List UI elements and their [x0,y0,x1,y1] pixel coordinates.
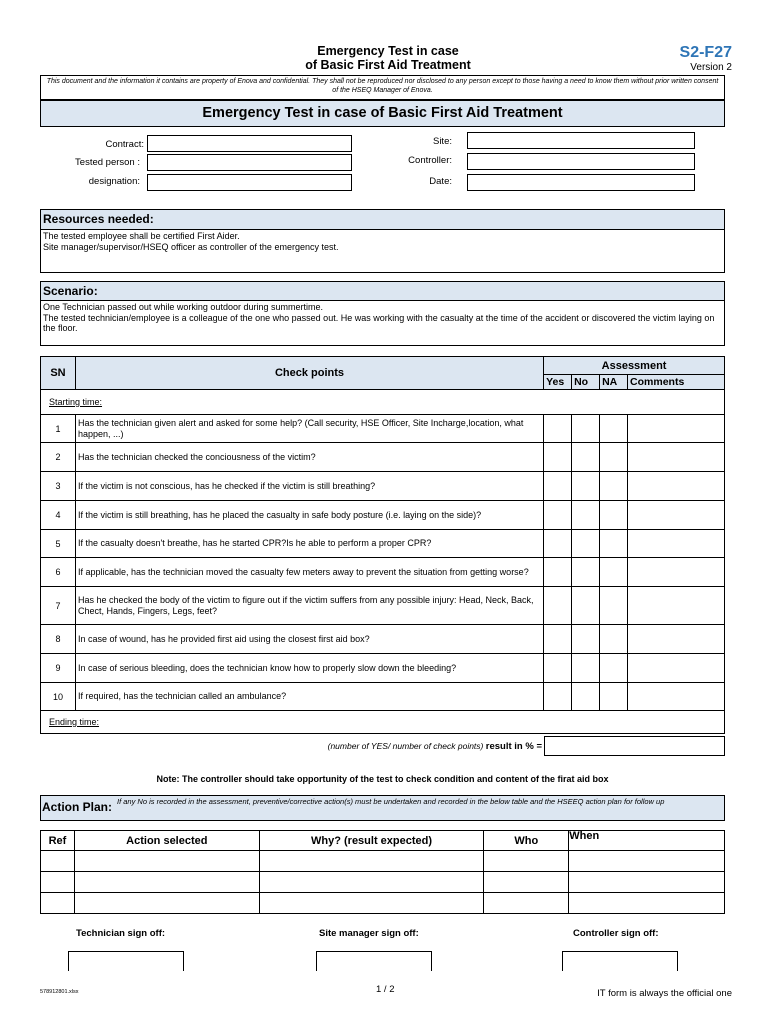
controller-field[interactable] [467,153,695,170]
checklist-row [41,654,725,683]
assessment-no-cell[interactable] [572,558,600,587]
assessment-yes-cell[interactable] [544,587,572,625]
confidentiality-notice: This document and the information it contains are property of Enova and confidential. They shall not be reproduced nor disclosed to any person except to those having a need to know them without prior written consent of the HSEQ Manager of Enova. [40,75,725,100]
assessment-no-cell[interactable] [572,501,600,530]
action-cell[interactable] [259,893,484,914]
assessment-comments-cell[interactable] [628,683,725,711]
technician-signoff-label: Technician sign off: [76,928,166,939]
assessment-na-cell[interactable] [600,558,628,587]
assessment-na-cell[interactable] [600,683,628,711]
col-sn-header: SN [41,357,76,390]
action-cell[interactable] [484,893,569,914]
checklist-row [41,530,725,558]
assessment-comments-cell[interactable] [628,625,725,654]
contract-label: Contract: [105,139,144,150]
assessment-na-cell[interactable] [600,625,628,654]
assessment-no-cell[interactable] [572,530,600,558]
result-label: result in % = [485,741,542,752]
designation-field[interactable] [147,174,352,191]
col-check-header: Check points [75,357,543,390]
action-cell[interactable] [569,851,725,872]
checklist-sn: 8 [41,625,76,654]
checklist-sn: 5 [41,530,76,558]
scenario-body [40,300,725,346]
document-version: Version 2 [690,62,732,73]
assessment-yes-cell[interactable] [544,625,572,654]
checklist-row [41,558,725,587]
checklist-row [41,472,725,501]
assessment-comments-cell[interactable] [628,472,725,501]
date-field[interactable] [467,174,695,191]
action-cell[interactable] [74,872,259,893]
site-manager-signoff-box[interactable] [316,951,432,971]
checklist-row [41,443,725,472]
date-label: Date: [429,176,452,187]
result-formula: (number of YES/ number of check points) [327,741,484,751]
checklist-question: If the casualty doesn't breathe, has he started CPR?Is he able to perform a proper CPR? [75,530,543,558]
action-plan-bar [40,795,725,821]
document-title [250,44,526,72]
assessment-na-cell[interactable] [600,443,628,472]
assessment-no-cell[interactable] [572,625,600,654]
checklist-question: Has he checked the body of the victim to figure out if the victim suffers from any possible injury: Head, Neck, Back, Chect, Hands, Fingers, Legs, feet? [75,587,543,625]
result-line [40,736,544,757]
checklist-question: If the victim is not conscious, has he checked if the victim is still breathing? [75,472,543,501]
scenario-heading: Scenario: [40,281,725,302]
checklist-sn: 2 [41,443,76,472]
checklist-question: If the victim is still breathing, has he placed the casualty in safe body posture (i.e. laying on the side)? [75,501,543,530]
action-cell[interactable] [74,893,259,914]
assessment-na-cell[interactable] [600,587,628,625]
assessment-no-cell[interactable] [572,654,600,683]
checklist-question: In case of wound, has he provided first aid using the closest first aid box? [75,625,543,654]
document-title-line2: of Basic First Aid Treatment [305,58,471,72]
action-cell[interactable] [74,851,259,872]
action-cell[interactable] [484,872,569,893]
assessment-comments-cell[interactable] [628,501,725,530]
checklist-sn: 9 [41,654,76,683]
scenario-line: One Technician passed out while working outdoor during summertime. [43,302,323,312]
checklist-sn: 3 [41,472,76,501]
assessment-comments-cell[interactable] [628,443,725,472]
action-plan-label: Action Plan: [42,800,113,814]
assessment-no-cell[interactable] [572,415,600,443]
assessment-yes-cell[interactable] [544,654,572,683]
assessment-yes-cell[interactable] [544,472,572,501]
footer-filename: 578912801.xlsx [40,989,79,995]
footer-page-number: 1 / 2 [376,984,395,995]
checklist-sn: 1 [41,415,76,443]
action-cell[interactable] [484,851,569,872]
assessment-na-cell[interactable] [600,654,628,683]
controller-signoff-box[interactable] [562,951,678,971]
action-row [41,872,725,893]
controller-label: Controller: [408,155,452,166]
assessment-comments-cell[interactable] [628,654,725,683]
checklist-row [41,625,725,654]
checklist-row [41,683,725,711]
starting-time-label: Starting time: [49,397,103,407]
resources-body [40,229,725,273]
document-title-line1: Emergency Test in case [317,44,459,58]
site-manager-signoff-label: Site manager sign off: [319,928,419,939]
document-code: S2-F27 [679,44,732,61]
col-na-header: NA [600,375,628,390]
col-ref-header: Ref [41,831,75,851]
action-row [41,851,725,872]
action-cell[interactable] [569,872,725,893]
result-field[interactable] [544,736,725,756]
checklist-question: If applicable, has the technician moved the casualty few meters away to prevent the situation from getting worse? [75,558,543,587]
checklist-question: If required, has the technician called an ambulance? [75,683,543,711]
assessment-yes-cell[interactable] [544,558,572,587]
checklist-question: Has the technician given alert and asked for some help? (Call security, HSE Officer, Site Incharge,location, what happen, ...) [75,415,543,443]
checklist-row [41,501,725,530]
checklist-sn: 6 [41,558,76,587]
col-when-header: When [569,831,725,851]
action-cell[interactable] [41,872,75,893]
contract-field[interactable] [147,135,352,152]
action-cell[interactable] [41,893,75,914]
assessment-yes-cell[interactable] [544,530,572,558]
footer-note: IT form is always the official one [597,988,732,999]
assessment-comments-cell[interactable] [628,558,725,587]
tested-person-field[interactable] [147,154,352,171]
assessment-no-cell[interactable] [572,443,600,472]
action-cell[interactable] [569,893,725,914]
checklist-sn: 7 [41,587,76,625]
action-cell[interactable] [259,851,484,872]
action-cell[interactable] [41,851,75,872]
assessment-na-cell[interactable] [600,472,628,501]
assessment-comments-cell[interactable] [628,530,725,558]
col-why-header: Why? (result expected) [259,831,484,851]
assessment-no-cell[interactable] [572,587,600,625]
action-plan-description: If any No is recorded in the assessment, preventive/corrective action(s) must be undertaken and recorded in the below table and the HSEEQ action plan for follow up [117,797,665,806]
resources-line: The tested employee shall be certified First Aider. [43,231,240,241]
action-table [40,830,725,914]
assessment-na-cell[interactable] [600,530,628,558]
controller-signoff-label: Controller sign off: [573,928,659,939]
action-cell[interactable] [259,872,484,893]
assessment-yes-cell[interactable] [544,683,572,711]
site-label: Site: [432,136,452,147]
checklist-row [41,415,725,443]
assessment-yes-cell[interactable] [544,501,572,530]
assessment-no-cell[interactable] [572,683,600,711]
assessment-yes-cell[interactable] [544,443,572,472]
scenario-line: The tested technician/employee is a colleague of the one who passed out. He was working with the casualty at the time of the accident or discovered the victim laying on the floor. [43,312,715,333]
checklist-question: In case of serious bleeding, does the technician know how to properly slow down the bleeding? [75,654,543,683]
assessment-na-cell[interactable] [600,415,628,443]
ending-time-label: Ending time: [49,717,100,727]
checklist-sn: 10 [41,683,76,711]
designation-label: designation: [88,176,140,187]
col-yes-header: Yes [544,375,572,390]
checklist-row [41,587,725,625]
assessment-na-cell[interactable] [600,501,628,530]
technician-signoff-box[interactable] [68,951,184,971]
assessment-comments-cell[interactable] [628,587,725,625]
checklist-rows [41,415,725,711]
resources-line: Site manager/supervisor/HSEQ officer as controller of the emergency test. [43,241,339,252]
col-no-header: No [572,375,600,390]
col-comments-header: Comments [628,375,725,390]
tested-person-label: Tested person : [75,157,140,168]
action-row [41,893,725,914]
checklist-table [40,356,725,734]
main-title: Emergency Test in case of Basic First Aid Treatment [40,100,725,127]
checklist-question: Has the technician checked the conciousness of the victim? [75,443,543,472]
site-field[interactable] [467,132,695,149]
col-action-header: Action selected [74,831,259,851]
resources-heading: Resources needed: [40,209,725,230]
checklist-sn: 4 [41,501,76,530]
assessment-no-cell[interactable] [572,472,600,501]
assessment-yes-cell[interactable] [544,415,572,443]
assessment-comments-cell[interactable] [628,415,725,443]
note-text: Note: The controller should take opportunity of the test to check condition and content of the firat aid box [156,774,609,784]
col-who-header: Who [484,831,569,851]
col-assessment-header: Assessment [544,357,725,375]
